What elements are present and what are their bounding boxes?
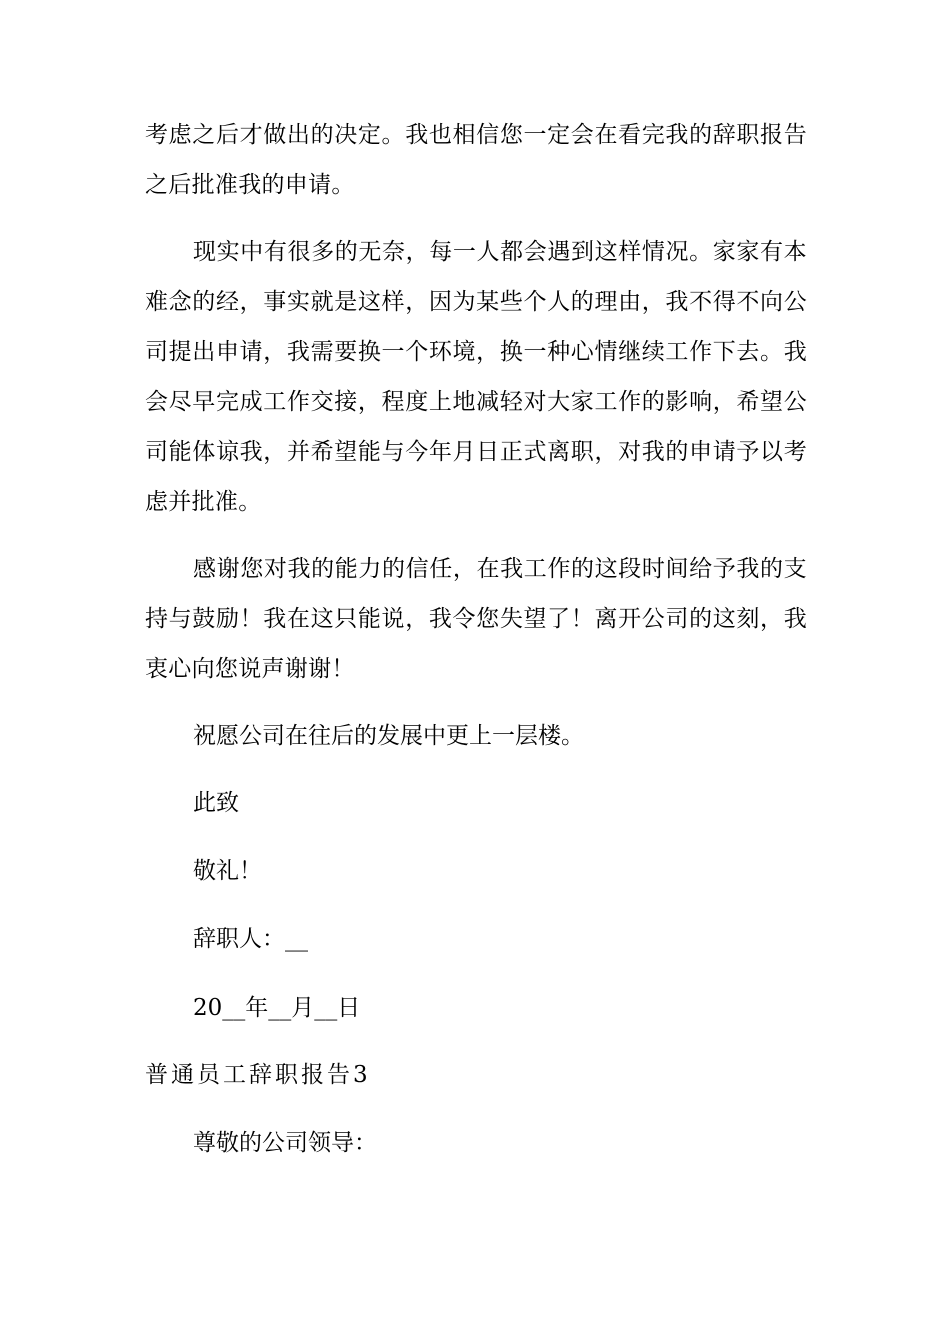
date-line: 20__年__月__日 <box>193 995 361 1021</box>
wish-line: 祝愿公司在往后的发展中更上一层楼。 <box>193 723 584 749</box>
closing-line-1: 此致 <box>193 790 239 816</box>
paragraph-continuation: 考虑之后才做出的决定。我也相信您一定会在看完我的辞职报告之后批准我的申请。 <box>145 122 807 198</box>
closing-line-2: 敬礼！ <box>193 858 262 884</box>
signature-line: 辞职人：__ <box>193 926 308 952</box>
salutation-line: 尊敬的公司领导： <box>193 1130 377 1156</box>
section-title: 普通员工辞职报告3 <box>145 1062 371 1088</box>
paragraph-reason: 现实中有很多的无奈，每一人都会遇到这样情况。家家有本难念的经，事实就是这样，因为某些个人的理由，我不得不向公司提出申请，我需要换一个环境，换一种心情继续工作下去。我会尽早完成工作交接，程度上地减轻对大家工作的影响，希望公司能体谅我，并希望能与今年月日正式离职，对我的申请予以考虑并批准。 <box>145 239 807 515</box>
paragraph-thanks: 感谢您对我的能力的信任，在我工作的这段时间给予我的支持与鼓励！我在这只能说，我令您失望了！离开公司的这刻，我衷心向您说声谢谢！ <box>145 556 807 682</box>
